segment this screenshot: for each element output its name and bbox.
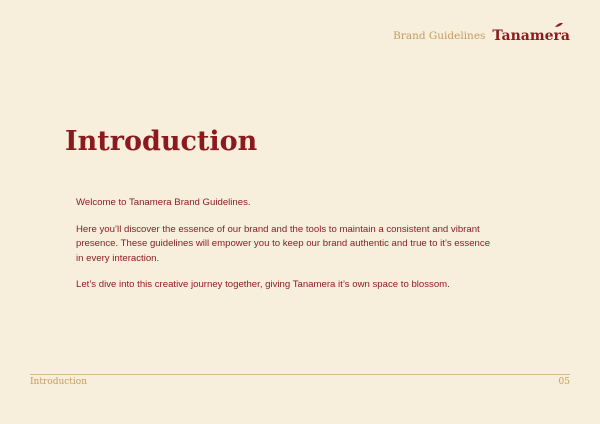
intro-paragraph: Welcome to Tanamera Brand Guidelines. [76, 197, 251, 208]
page-title: Introduction [65, 126, 258, 157]
header-label: Brand Guidelines [393, 30, 486, 42]
page-number: 05 [558, 377, 570, 387]
intro-body [76, 196, 496, 305]
footer-section-label: Introduction [30, 377, 87, 387]
intro-paragraph: Here you’ll discover the essence of our brand and the tools to maintain a consistent and vibrant presence. These guidelines will empower you to keep our brand authentic and true to it’s essence in every interaction. [76, 223, 491, 264]
intro-paragraph: Let’s dive into this creative journey together, giving Tanamera it’s own space to blossom. [76, 279, 450, 290]
page-header [393, 24, 570, 48]
tanamera-logo [492, 28, 570, 44]
footer-divider [30, 374, 570, 375]
leaf-icon [555, 23, 563, 27]
logo-text: Tanamera [492, 28, 570, 44]
